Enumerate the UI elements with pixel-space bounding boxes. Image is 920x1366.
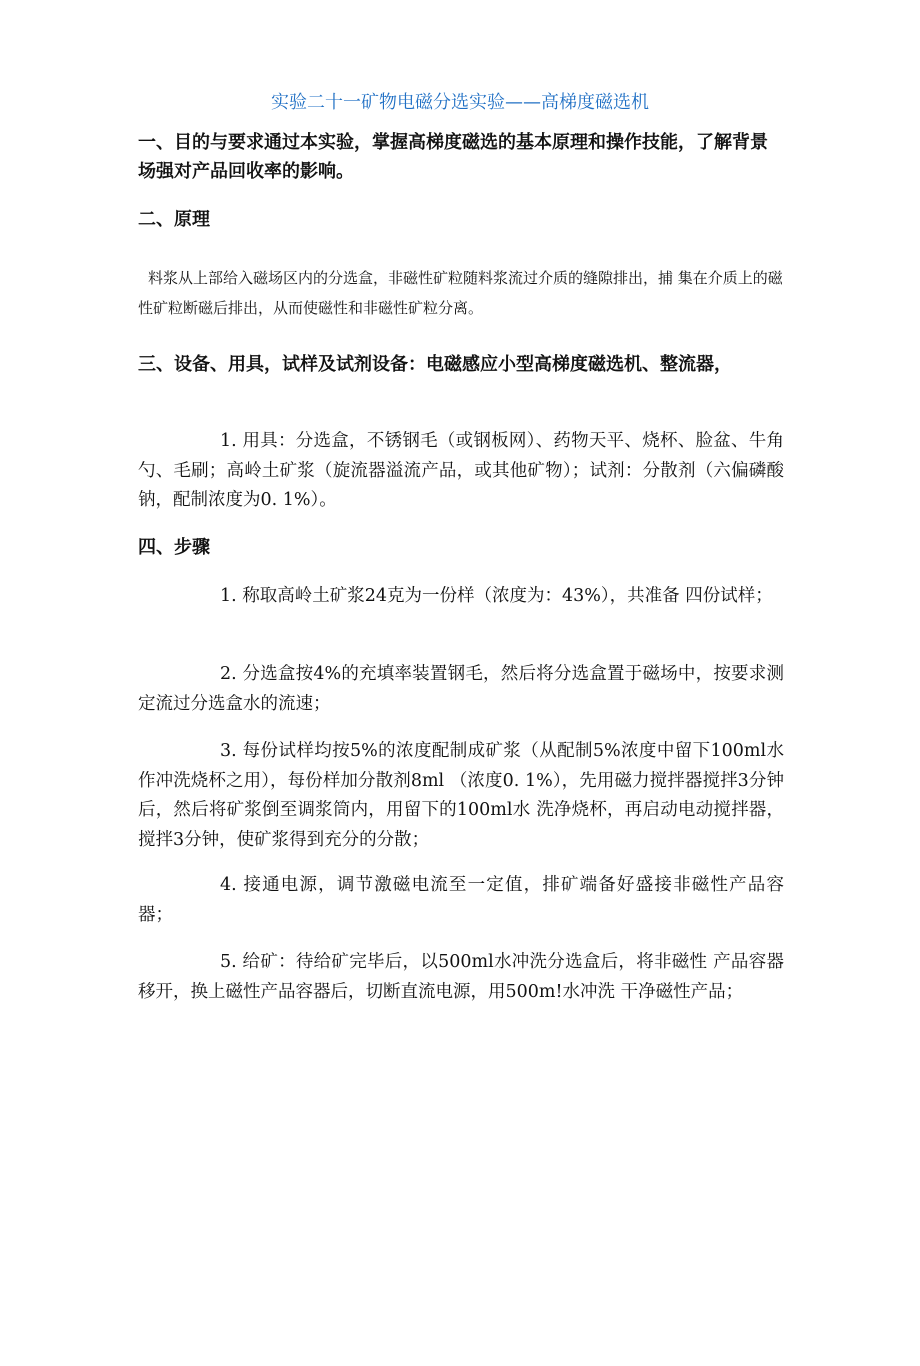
- section-3-body: 1. 用具：分选盒，不锈钢毛（或钢板网）、药物天平、烧杯、脸盆、牛角勺、毛刷；高岭土矿浆（旋流器溢流产品，或其他矿物）；试剂：分散剂（六偏磷酸钠，配制浓度为0. 1%）。: [138, 431, 784, 510]
- step-3: 3. 每份试样均按5%的浓度配制成矿浆（从配制5%浓度中留下100ml水作冲洗烧杯之用），每份样加分散剂8ml （浓度0. 1%），先用磁力搅拌器搅拌3分钟后，然后将矿浆倒至调浆筒内，用留下的100ml水 洗净烧杯，再启动电动搅拌器，搅拌3分钟，使矿浆得到充分的分散；: [138, 741, 784, 850]
- step-5: 5. 给矿：待给矿完毕后，以500ml水冲洗分选盒后，将非磁性 产品容器移开，换上磁性产品容器后，切断直流电源，用500m!水冲洗 干净磁性产品；: [138, 952, 784, 1002]
- step-2: 2. 分选盒按4%的充填率装置钢毛，然后将分选盒置于磁场中，按要求测定流过分选盒水的流速；: [138, 664, 784, 714]
- document-title: 实验二十一矿物电磁分选实验——高梯度磁选机: [271, 92, 649, 113]
- section-4-heading: 四、步骤: [138, 537, 210, 558]
- section-2-body: 料浆从上部给入磁场区内的分选盒，非磁性矿粒随料浆流过介质的缝隙排出，捕 集在介质上的磁性矿粒断磁后排出，从而使磁性和非磁性矿粒分离。: [138, 269, 783, 317]
- step-4: 4. 接通电源，调节激磁电流至一定值，排矿端备好盛接非磁性产品容器；: [138, 875, 784, 925]
- section-1-purpose: 一、目的与要求通过本实验，掌握高梯度磁选的基本原理和操作技能，了解背景场强对产品回收率的影响。: [138, 132, 768, 182]
- step-1: 1. 称取高岭土矿浆24克为一份样（浓度为：43%），共准备 四份试样；: [220, 586, 773, 606]
- section-3-heading: 三、设备、用具，试样及试剂设备：电磁感应小型高梯度磁选机、整流器，: [138, 354, 732, 375]
- section-2-heading: 二、原理: [138, 209, 210, 230]
